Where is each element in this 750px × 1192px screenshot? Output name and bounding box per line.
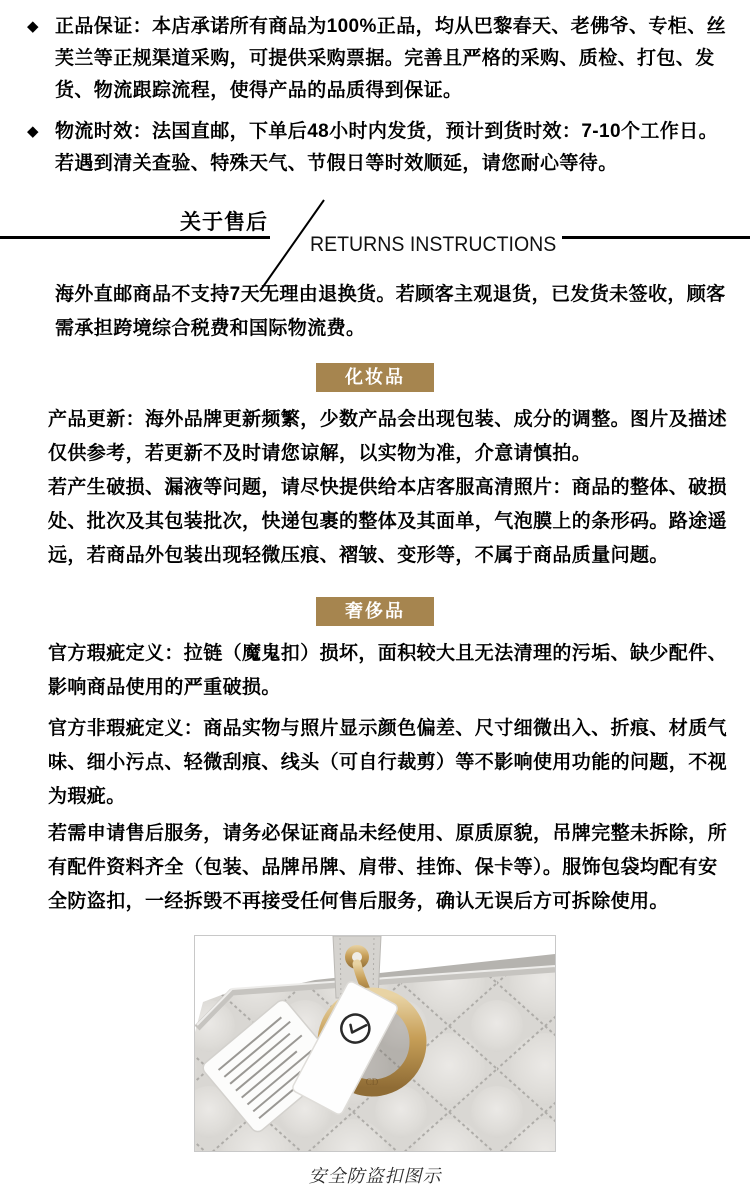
luxury-nondefect-definition: 官方非瑕疵定义：商品实物与照片显示颜色偏差、尺寸细微出入、折痕、材质气味、细小污点、轻微刮痕、线头（可自行裁剪）等不影响使用功能的问题，不视为瑕疵。 <box>48 718 728 807</box>
luxury-defect-definition: 官方瑕疵定义：拉链（魔鬼扣）损坏，面积较大且无法清理的污垢、缺少配件、影响商品使用的严重破损。 <box>48 643 728 698</box>
luxury-aftersales-requirements: 若需申请售后服务，请务必保证商品未经使用、原质原貌，吊牌完整未拆除，所有配件资料齐全（包装、品牌吊牌、肩带、挂饰、保卡等）。服饰包袋均配有安全防盗扣，一经拆毁不再接受任何售后服务，确认无误后方可拆除使用。 <box>48 823 728 912</box>
shipping-text: 物流时效：法国直邮，下单后48小时内发货，预计到货时效：7-10个工作日。若遇到清关查验、特殊天气、节假日等时效顺延，请您耐心等待。 <box>55 121 718 174</box>
diamond-bullet-icon: ◆ <box>27 123 39 140</box>
returns-section-header <box>0 198 750 268</box>
security-tag-photo <box>194 935 556 1152</box>
bullet-shipping <box>27 116 730 180</box>
returns-policy-intro: 海外直邮商品不支持7天无理由退换货。若顾客主观退货，已发货未签收，顾客需承担跨境综合税费和国际物流费。 <box>55 284 726 339</box>
section-title-zh: 关于售后 <box>180 211 268 234</box>
divider-right <box>562 236 750 239</box>
cosmetics-paragraph-1: 产品更新：海外品牌更新频繁，少数产品会出现包装、成分的调整。图片及描述仅供参考，若更新不及时请您谅解，以实物为准，介意请慎拍。 <box>48 409 728 464</box>
category-badge-cosmetics: 化妆品 <box>316 363 434 392</box>
authenticity-text: 正品保证：本店承诺所有商品为100%正品，均从巴黎春天、老佛爷、专柜、丝芙兰等正规渠道采购，可提供采购票据。完善且严格的采购、质检、打包、发货、物流跟踪流程，使得产品的品质得到保证。 <box>55 16 726 101</box>
guarantee-bullets <box>0 0 750 180</box>
figure-caption: 安全防盗扣图示 <box>308 1166 442 1186</box>
section-title-en: RETURNS INSTRUCTIONS <box>310 233 557 256</box>
security-tag-figure <box>0 935 750 1188</box>
cosmetics-paragraph-2: 若产生破损、漏液等问题，请尽快提供给本店客服高清照片：商品的整体、破损处、批次及其包装批次，快递包裹的整体及其面单，气泡膜上的条形码。路途遥远，若商品外包装出现轻微压痕、褶皱、变形等，不属于商品质量问题。 <box>48 477 728 566</box>
quilted-handbag-illustration <box>195 936 555 1151</box>
divider-left <box>0 236 270 239</box>
category-badge-luxury: 奢侈品 <box>316 597 434 626</box>
diamond-bullet-icon: ◆ <box>27 18 39 35</box>
ring-brand-mark: CD <box>365 1077 379 1087</box>
bullet-authenticity <box>27 11 730 107</box>
